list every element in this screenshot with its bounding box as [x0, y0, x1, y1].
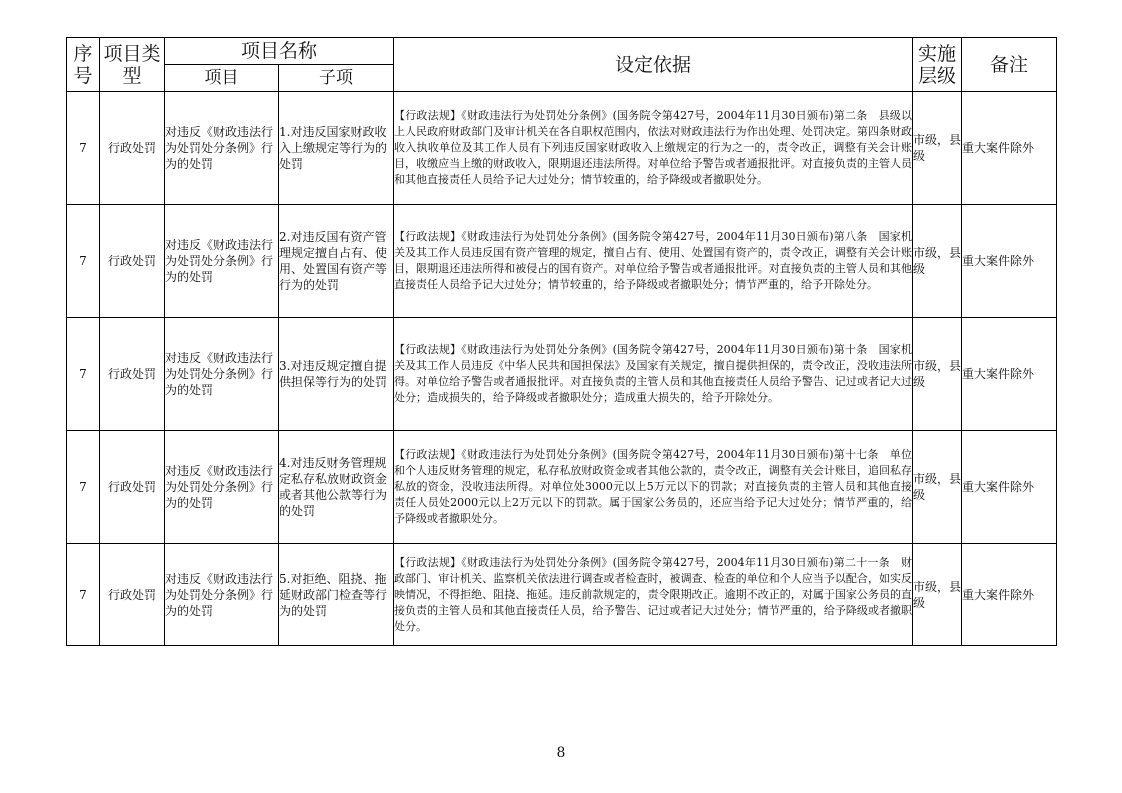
cell-type: 行政处罚 [100, 318, 165, 431]
cell-basis: 【行政法规】《财政违法行为处罚处分条例》(国务院令第427号，2004年11月30日颁布)第十条 国家机关及其工作人员违反《中华人民共和国担保法》及国家有关规定，擅自提供担保的，责令改正，没收违法所得。对单位给予警告或者通报批评。对直接负责的主管人员和其他直接责任人员给予警告、记过或者记大过处分；造成损失的，给予降级或者撤职处分；造成重大损失的，给予开除处分。 [394, 318, 913, 431]
cell-item: 对违反《财政违法行为处罚处分条例》行为的处罚 [165, 318, 279, 431]
cell-seq: 7 [67, 92, 100, 205]
table-row [67, 544, 1057, 646]
cell-level: 市级，县级 [913, 544, 962, 646]
cell-seq: 7 [67, 544, 100, 646]
cell-type: 行政处罚 [100, 205, 165, 318]
table-row [67, 205, 1057, 318]
header-sub: 子项 [279, 65, 394, 92]
cell-type: 行政处罚 [100, 544, 165, 646]
cell-sub: 4.对违反财务管理规定私存私放财政资金或者其他公款等行为的处罚 [279, 431, 394, 544]
cell-basis: 【行政法规】《财政违法行为处罚处分条例》(国务院令第427号，2004年11月30日颁布)第十七条 单位和个人违反财务管理的规定，私存私放财政资金或者其他公款的，责令改正，调整有关会计账目，追回私存私放的资金，没收违法所得。对单位处3000元以上5万元以下的罚款；对直接负责的主管人员和其他直接责任人员处2000元以上2万元以下的罚款。属于国家公务员的，还应当给予记大过处分；情节严重的，给予降级或者撤职处分。 [394, 431, 913, 544]
header-name-group: 项目名称 [165, 38, 394, 65]
cell-sub: 5.对拒绝、阻挠、拖延财政部门检查等行为的处罚 [279, 544, 394, 646]
cell-level: 市级，县级 [913, 205, 962, 318]
header-item: 项目 [165, 65, 279, 92]
cell-note: 重大案件除外 [962, 92, 1057, 205]
cell-note: 重大案件除外 [962, 544, 1057, 646]
table-row [67, 92, 1057, 205]
header-seq: 序号 [67, 38, 100, 92]
cell-seq: 7 [67, 205, 100, 318]
cell-level: 市级，县级 [913, 92, 962, 205]
cell-basis: 【行政法规】《财政违法行为处罚处分条例》(国务院令第427号，2004年11月30日颁布)第二条 县级以上人民政府财政部门及审计机关在各自职权范围内，依法对财政违法行为作出处理、处罚决定。第四条财政收入执收单位及其工作人员有下列违反国家财政收入上缴规定的行为之一的，责令改正，调整有关会计账目，收缴应当上缴的财政收入，限期退还违法所得。对单位给予警告或者通报批评。对直接负责的主管人员和其他直接责任人员给予记大过处分；情节较重的，给予降级或者撤职处分。 [394, 92, 913, 205]
table-row [67, 431, 1057, 544]
cell-item: 对违反《财政违法行为处罚处分条例》行为的处罚 [165, 431, 279, 544]
cell-type: 行政处罚 [100, 92, 165, 205]
cell-item: 对违反《财政违法行为处罚处分条例》行为的处罚 [165, 544, 279, 646]
cell-type: 行政处罚 [100, 431, 165, 544]
cell-sub: 2.对违反国有资产管理规定擅自占有、使用、处置国有资产等行为的处罚 [279, 205, 394, 318]
table-row [67, 318, 1057, 431]
cell-note: 重大案件除外 [962, 431, 1057, 544]
cell-note: 重大案件除外 [962, 205, 1057, 318]
cell-sub: 1.对违反国家财政收入上缴规定等行为的处罚 [279, 92, 394, 205]
cell-item: 对违反《财政违法行为处罚处分条例》行为的处罚 [165, 92, 279, 205]
cell-level: 市级，县级 [913, 318, 962, 431]
cell-note: 重大案件除外 [962, 318, 1057, 431]
header-level: 实施层级 [913, 38, 962, 92]
cell-basis: 【行政法规】《财政违法行为处罚处分条例》(国务院令第427号，2004年11月30日颁布)第二十一条 财政部门、审计机关、监察机关依法进行调查或者检查时，被调查、检查的单位和个人应当予以配合，如实反映情况，不得拒绝、阻挠、拖延。违反前款规定的，责令限期改正。逾期不改正的，对属于国家公务员的直接负责的主管人员和其他直接责任人员，给予警告、记过或者记大过处分；情节严重的，给予降级或者撤职处分。 [394, 544, 913, 646]
cell-sub: 3.对违反规定擅自提供担保等行为的处罚 [279, 318, 394, 431]
authority-table [66, 37, 1057, 646]
cell-level: 市级，县级 [913, 431, 962, 544]
cell-item: 对违反《财政违法行为处罚处分条例》行为的处罚 [165, 205, 279, 318]
page-number: 8 [556, 745, 566, 761]
cell-basis: 【行政法规】《财政违法行为处罚处分条例》(国务院令第427号，2004年11月30日颁布)第八条 国家机关及其工作人员违反国有资产管理的规定，擅自占有、使用、处置国有资产的，责令改正，调整有关会计账目，限期退还违法所得和被侵占的国有资产。对单位给予警告或者通报批评。对直接负责的主管人员和其他直接责任人员给予记大过处分；情节较重的，给予降级或者撤职处分；情节严重的，给予开除处分。 [394, 205, 913, 318]
header-note: 备注 [962, 38, 1057, 92]
cell-seq: 7 [67, 318, 100, 431]
header-type: 项目类型 [100, 38, 165, 92]
cell-seq: 7 [67, 431, 100, 544]
header-basis: 设定依据 [394, 38, 913, 92]
